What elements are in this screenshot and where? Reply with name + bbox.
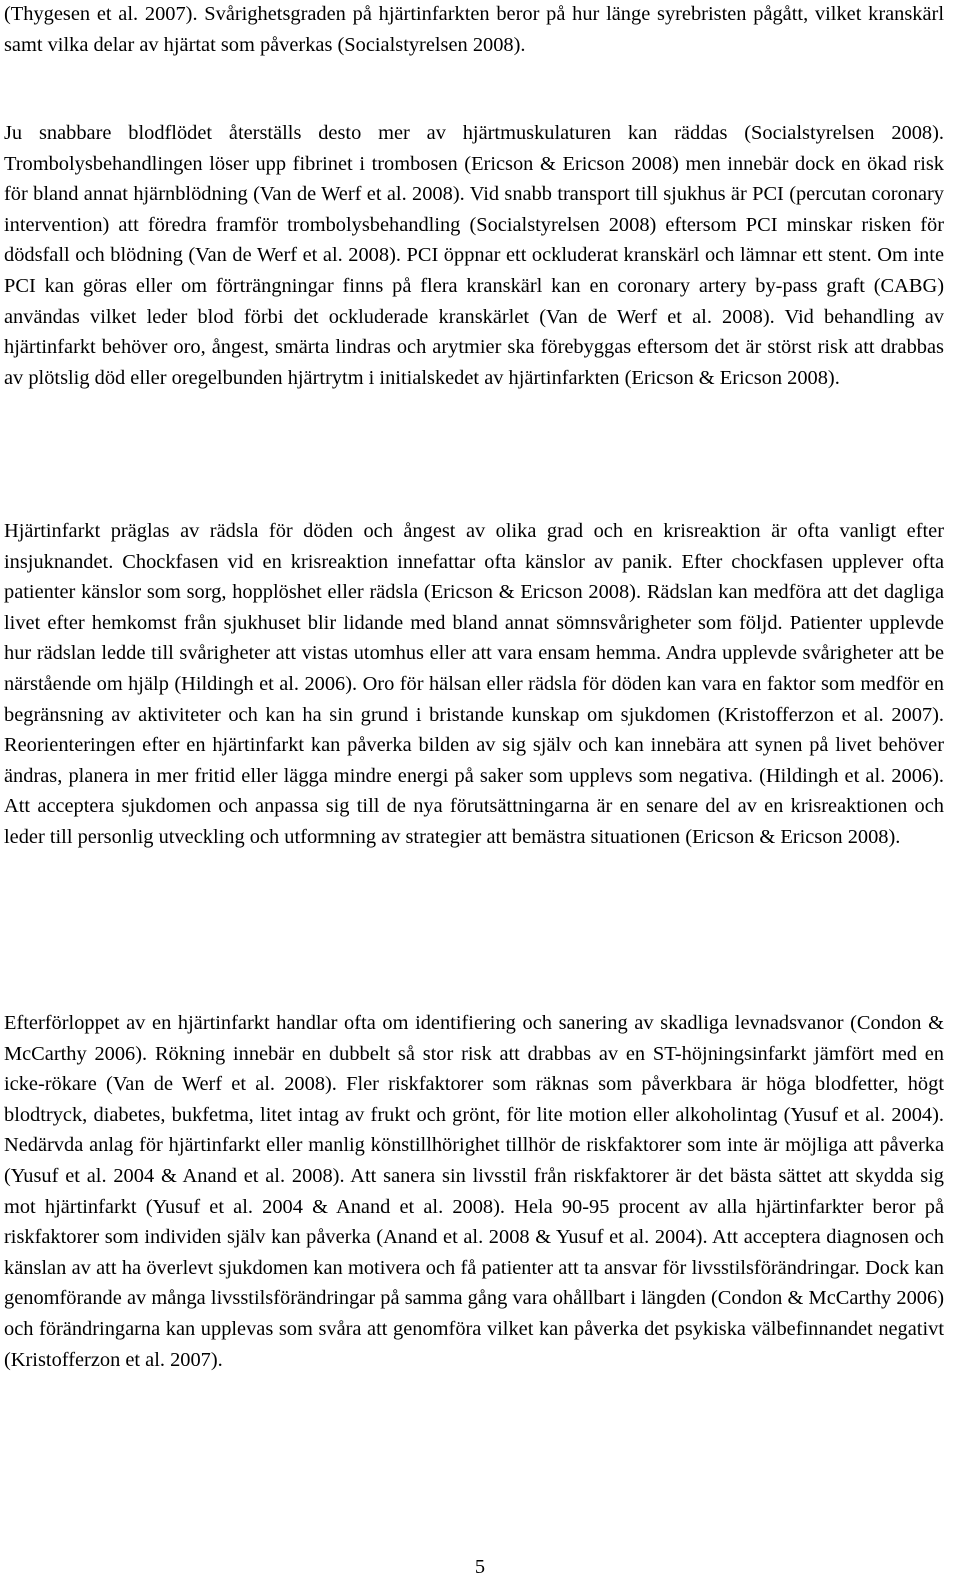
paragraph-2: Ju snabbare blodflödet återställs desto mer av hjärtmuskulaturen kan räddas (Socialstyrelsen 2008). Trombolysbehandlingen löser upp fibrinet i trombosen (Ericson & Ericson 2008) men innebär dock en ökad risk för bland annat hjärnblödning (Van de Werf et al. 2008). Vid snabb transport till sjukhus är PCI (percutan coronary intervention) att föredra framför trombolysbehandling (Socialstyrelsen 2008) eftersom PCI minskar risken för dödsfall och blödning (Van de Werf et al. 2008). PCI öppnar ett ockluderat kranskärl och lämnar ett stent. Om inte PCI kan göras eller om förträngningar finns på flera kranskärl kan en coronary artery by-pass graft (CABG) användas vilket leder blod förbi det ockluderade kranskärlet (Van de Werf et al. 2008). Vid behandling av hjärtinfarkt behöver oro, ångest, smärta lindras och arytmier ska förebyggas eftersom det är störst risk att drabbas av plötslig död eller oregelbunden hjärtrytm i initialskedet av hjärtinfarkten (Ericson & Ericson 2008). [4,122,944,389]
paragraph-3: Hjärtinfarkt präglas av rädsla för döden och ångest av olika grad och en krisreaktion är ofta vanligt efter insjuknandet. Chockfasen vid en krisreaktion innefattar ofta känslor av panik. Efter chockfasen upplever ofta patienter känslor som sorg, hopplöshet eller rädsla (Ericson & Ericson 2008). Rädslan kan medföra att det dagliga livet efter hemkomst från sjukhuset blir lidande med bland annat sömnsvårigheter som följd. Patienter upplevde hur rädslan ledde till svårigheter att vistas utomhus eller att vara ensam hemma. Andra upplevde svårigheter att be närstående om hjälp (Hildingh et al. 2006). Oro för hälsan eller rädsla för döden kan vara en faktor som medför en begränsning av aktiviteter och kan ha sin grund i bristande kunskap om sjukdomen (Kristofferzon et al. 2007). Reorienteringen efter en hjärtinfarkt kan påverka bilden av sig själv och kan innebära att synen på livet behöver ändras, planera in mer fritid eller lägga mindre energi på saker som upplevs som negativa. (Hildingh et al. 2006). Att acceptera sjukdomen och anpassa sig till de nya förutsättningarna är en senare del av en krisreaktionen och leder till personlig utveckling och utformning av strategier att bemästra situationen (Ericson & Ericson 2008). [4,520,944,848]
paragraph-1: (Thygesen et al. 2007). Svårighetsgraden på hjärtinfarkten beror på hur länge syrebristen pågått, vilket kranskärl samt vilka delar av hjärtat som påverkas (Socialstyrelsen 2008). [4,3,944,56]
page-number: 5 [474,1556,486,1578]
paragraph-4: Efterförloppet av en hjärtinfarkt handlar ofta om identifiering och sanering av skadliga levnadsvanor (Condon & McCarthy 2006). Rökning innebär en dubbelt så stor risk att drabbas av en ST-höjningsinfarkt jämfört med en icke-rökare (Van de Werf et al. 2008). Fler riskfaktorer som räknas som påverkbara är höga blodfetter, högt blodtryck, diabetes, bukfetma, litet intag av frukt och grönt, för lite motion eller alkoholintag (Yusuf et al. 2004). Nedärvda anlag för hjärtinfarkt eller manlig könstillhörighet tillhör de riskfaktorer som inte är möjliga att påverka (Yusuf et al. 2004 & Anand et al. 2008). Att sanera sin livsstil från riskfaktorer är det bästa sättet att skydda sig mot hjärtinfarkt (Yusuf et al. 2004 & Anand et al. 2008). Hela 90-95 procent av alla hjärtinfarkter beror på riskfaktorer som individen själv kan påverka (Anand et al. 2008 & Yusuf et al. 2004). Att acceptera diagnosen och känslan av att ha överlevt sjukdomen kan motivera och få patienter att ta ansvar för livsstilsförändringar. Dock kan genomförande av många livsstilsförändringar på samma gång vara ohållbart i längden (Condon & McCarthy 2006) och förändringarna kan upplevas som svåra att genomföra vilket kan påverka det psykiska välbefinnandet negativt (Kristofferzon et al. 2007). [4,1012,944,1371]
